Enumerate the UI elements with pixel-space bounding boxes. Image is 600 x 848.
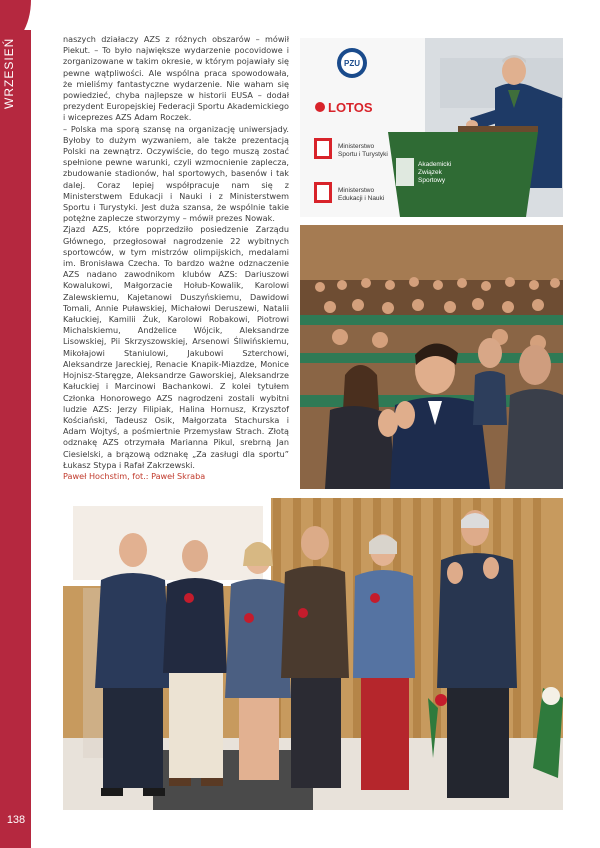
lectern-text-line-3: Sportowy (418, 177, 446, 184)
ministry-sport-line-2: Sportu i Turystyki (338, 151, 388, 158)
ministry-sport-line-1: Ministerstwo (338, 143, 375, 150)
photo-credit: Paweł Hochstim, fot.: Paweł Skraba (63, 470, 206, 481)
page-number: 138 (6, 814, 26, 826)
lotos-logo-text: LOTOS (328, 100, 373, 115)
pzu-logo-text: PZU (344, 59, 360, 68)
lectern-text-line-2: Związek (418, 169, 442, 176)
article-paragraph-1: naszych działaczy AZS z różnych obszarów – mówił Piekut. – To było największe wydarzenie pocovidowe i zorganizowane w takim okresie, w którym pojawiały się pewne wątpliwości. Ale wspólna praca spowodowała, że mieliśmy fantastyczne wydarzenie. Nie waham się powiedzieć, chyba najlepsze w historii EUSA – dodał prezydent Europejskiej Federacji Sportu Akademickiego i wiceprezes AZS Adam Roczek. (63, 34, 289, 123)
photo-speaker-at-lectern (300, 38, 563, 217)
month-label: WRZESIEŃ (2, 38, 16, 110)
photo-award-recipients (63, 498, 563, 810)
side-color-band (0, 30, 31, 848)
photo-audience-applauding (300, 225, 563, 489)
article-paragraph-3: Zjazd AZS, które poprzedziło posiedzenie Zarządu Głównego, przegłosował nagrodzenie 22 wybitnych sportowców, w tym mistrzów olimpijskich, medalami im. Bronisława Czecha. To bardzo ważne odznaczenie AZS nadano zawodnikom klubów AZS: Dariuszowi Kowalukowi, Małgorzacie Hołub-Kowalik, Karolowi Zalewskiemu, Kajetanowi Duszyńskiemu, Dawidowi Tomali, Annie Puławskiej, Michałowi Deruszewi, Natalii Kałuckiej, Kamilii Żuk, Karolowi Robakowi, Piotrowi Michalskiemu, Andżelice Wójcik, Aleksandrze Lisowskiej, Pii Skrzyszowskiej, Arsenowi Śliwińskiemu, Mikołajowi Staniulowi, Jakubowi Szterchowi, Aleksandrze Jareckiej, Renacie Knapik-Miazdze, Monice Hojnisz-Staręgze, Aleksandrze Gaworskiej, Aleksandrze Kałuckiej i Marcinowi Bachankowi. Z kolei tytułem Członka Honorowego AZS nagrodzeni zostali wybitni ludzie AZS: Jerzy Filipiak, Halina Hornusz, Krzysztof Kościański, Tadeusz Osik, Małgorzata Stachurska i Adam Wojtyś, a pośmiertnie Przemysław Strach. Złotą odznakę AZS otrzymała Marianna Pikul, srebrną Jan Ciesielski, a brązową odznakę „Za zasługi dla sportu” Łukasz Stypa i Rafał Zakrzewski. (63, 224, 289, 470)
lectern-text-line-1: Akademicki (418, 161, 452, 168)
ministry-edu-line-2: Edukacji i Nauki (338, 195, 385, 202)
ministry-edu-line-1: Ministerstwo (338, 187, 375, 194)
article-paragraph-2: – Polska ma sporą szansę na organizację uniwersjady. Byłoby to dużym wyzwaniem, ale także prezentacją Polski na zewnątrz. Oczywiście, do tego muszą zostać spełnione pewne warunki, czyli wzmocnienie zaplecza, zbudowanie stadionów, hal sportowych, basenów i tak dalej. Coraz lepiej współpracuje nam się z Ministerstwem Edukacji i Nauki i z Ministerstwem Sportu i Turystyki. Jest duża szansa, że wspólnie takie potężne zaplecze stworzymy – mówił prezes Nowak. (63, 123, 289, 224)
article-text (63, 34, 289, 482)
